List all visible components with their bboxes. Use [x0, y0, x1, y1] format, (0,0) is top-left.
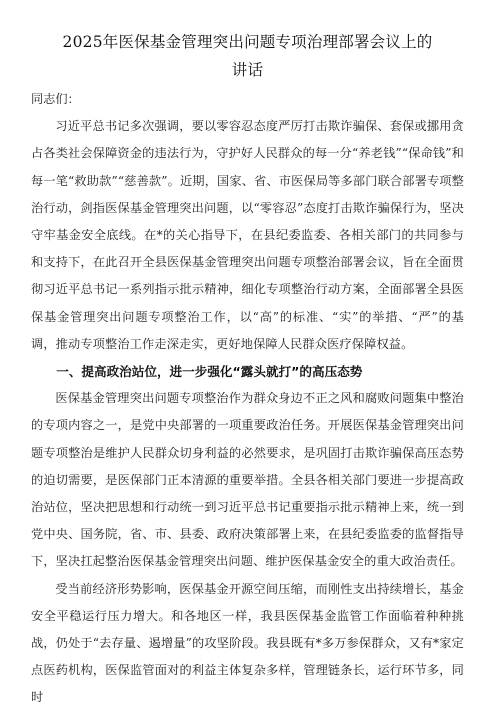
section1-paragraph-1: 医保基金管理突出问题专项整治作为群众身边不正之风和腐败问题集中整治的专项内容之一，是党中央部署的一项重要政治任务。开展医保基金管理突出问题专项整治是维护人民群众切身利益的必然要求，是巩固打击欺诈骗保高压态势的迫切需要，是医保部门正本清源的重要举措。全县各相关部门要进一步提高政治站位，坚决把思想和行动统一到习近平总书记重要指示批示精神上来，统一到党中央、国务院，省、市、县委、政府决策部署上来，在县纪委监委的监督指导下，坚决扛起整治医保基金管理突出问题、维护医保基金安全的重大政治责任。: [31, 391, 464, 569]
section1-heading: 一、提高政治站位，进一步强化“露头就打”的高压态势: [56, 364, 363, 380]
document-title-line2: 讲话: [231, 61, 264, 79]
section1-paragraph-2: 受当前经济形势影响，医保基金开源空间压缩，而刚性支出持续增长，基金安全平稳运行压力增大。和各地区一样，我县医保基金监管工作面临着种种挑战，仍处于“去存量、遏增量”的攻坚阶段。我县既有*多万参保群众，又有*家定点医药机构，医保监管面对的利益主体复杂多样，管理链条长，运行环节多，同时: [31, 581, 464, 705]
document-title-line1: 2025年医保基金管理突出问题专项治理部署会议上的: [62, 33, 433, 51]
intro-paragraph: 习近平总书记多次强调，要以零容忍态度严厉打击欺诈骗保、套保或挪用贪占各类社会保障资金的违法行为，守护好人民群众的每一分“养老钱”“保命钱”和每一笔“救助款”“慈善款”。近期，国家、省、市医保局等多部门联合部署专项整治行动，剑指医保基金管理突出问题，以“零容忍”态度打击欺诈骗保行为，坚决守牢基金安全底线。在*的关心指导下，在县纪委监委、各相关部门的共同参与和支持下，在此召开全县医保基金管理突出问题专项整治部署会议，旨在全面贯彻习近平总书记一系列指示批示精神，细化专项整治行动方案，全面部署全县医保基金管理突出问题专项整治工作，以“高”的标准、“实”的举措、“严”的基调，推动专项整治工作走深走实，更好地保障人民群众医疗保障权益。: [31, 119, 464, 351]
salutation: 同志们：: [31, 92, 80, 106]
